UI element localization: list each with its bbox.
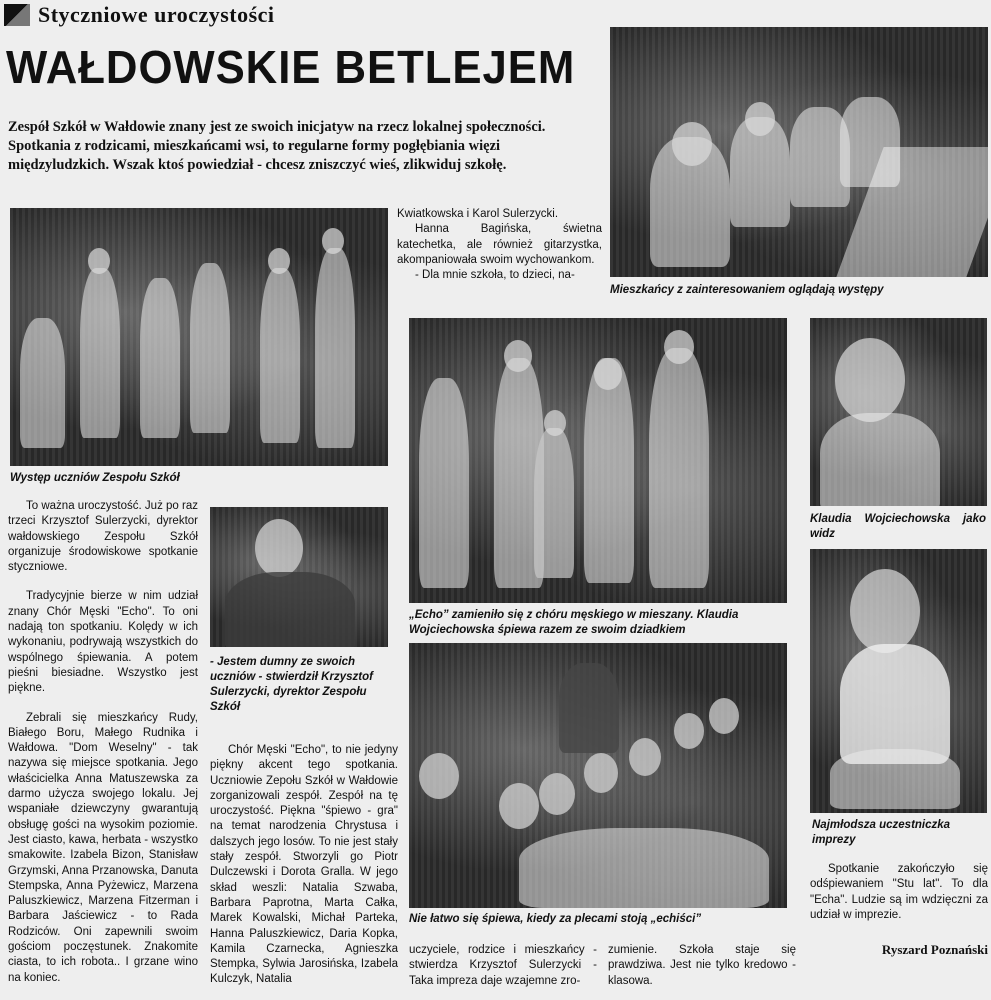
kicker-text: Styczniowe uroczystości [38,2,275,27]
paragraph: Hanna Bagińska, świetna katechetka, ale również gitarzystka, akompaniowała swoim wychowankom. [397,223,602,266]
paragraph: Chór Męski "Echo", to nie jedyny piękny akcent tego spotkania. Uczniowie Zepołu Szkół w Wałdowie zorganizowali zespół. Zespół na tę uroczystość. Piękna "śpiewo - gra" na temat narodzenia Chrystusa i dalszych jego losów. To nie jest stały stały zespół. Stworzyli go Piotr Dulczewski i Dorota Gralla. W jego skład weszli: Natalia Szwaba, Barbara Paprotna, Marta Całka, Marek Kowalski, Michał Parteka, Hanna Paluszkiewicz, Daria Kopka, Kamila Czarnecka, Agnieszka Stempka, Sylwia Jarosińska, Izabela Kulczyk, Natalia [210,744,398,986]
article-lead: Zespół Szkół w Wałdowie znany jest ze swoich inicjatyw na rzecz lokalnej społeczności. Spotkania z rodzicami, mieszkańcami wsi, to regularne formy pogłębiania więzi międzyludzkich. Wszak ktoś powiedział - chcesz zniszczyć wieś, zlikwiduj szkołę. [8,119,546,173]
caption-klaudia: Klaudia Wojciechowska jako widz [810,513,986,540]
caption-youngest: Najmłodsza uczestniczka imprezy [812,819,951,846]
caption-students: Występ uczniów Zespołu Szkół [10,472,180,484]
section-kicker [4,2,275,28]
caption-director: - Jestem dumny ze swoich uczniów - stwierdził Krzysztof Sulerzycki, dyrektor Zespołu Szkół [210,656,373,713]
photo-echisci [409,643,787,908]
author-byline: Ryszard Poznański [881,942,988,957]
paragraph: Tradycyjnie bierze w nim udział znany Chór Męski "Echo". To oni nadają ton spotkaniu. Kolędy w ich wykonaniu, podrywają wszystkich do wspólnego śpiewania. A potem pieśni biesiadne. Wszystko jest piękne. [8,590,198,695]
column-1 [8,499,198,986]
photo-echo-choir [409,318,787,603]
photo-director [210,507,388,647]
photo-youngest [810,549,987,813]
paragraph: Zebrali się mieszkańcy Rudy, Białego Boru, Małego Rudnika i Wałdowa. "Dom Weselny" - tak nazywa się miejsce spotkania. Jego właścicielka Anna Matuszewska za darmo użycza swojego lokalu. Jej wspaniałe dziewczyny gwarantują obsługę gości na wysokim poziomie. Jest ciasto, kawa, herbata - wszystko smakowite. Izabela Bizon, Stanisław Grzymski, Anna Przanowska, Danuta Stempska, Anna Pyżewicz, Marzena Paluszkiewicz, Marzena Fitzerman i Barbara Jaściewicz - to Rada Rodziców. Oni zapewnili swoim gościom poczęstunek. Znakomite ciasta, to ich robota.. I grzane wino na koniec. [8,711,198,984]
article-headline: WAŁDOWSKIE BETLEJEM [6,41,576,93]
column-2 [210,743,398,988]
photo-audience [610,27,988,277]
paragraph: Kwiatkowska i Karol Sulerzycki. [397,208,559,220]
column-3-bottom [409,943,597,989]
paragraph: To ważna uroczystość. Już po raz trzeci Krzysztof Sulerzycki, dyrektor wałdowskiego Zespołu Szkół organizuje środowiskowe spotkanie styczniowe. [8,500,198,574]
paragraph: Spotkanie zakończyło się odśpiewaniem "Stu lat". To dla "Echa". Ludzie są im wdzięczni za udział w imprezie. [810,863,988,921]
kicker-marker-icon [4,4,30,26]
column-3-top [397,207,602,297]
closing-paragraph [810,862,988,923]
paragraph: - Dla mnie szkoła, to dzieci, na- [415,269,575,282]
photo-students-performance [10,208,388,466]
paragraph: zumienie. Szkoła staje się prawdziwa. Jest nie tylko kredowo - klasowa. [608,944,796,987]
caption-echo-choir: „Echo” zamieniło się z chóru męskiego w mieszany. Klaudia Wojciechowska śpiewa razem ze swoim dziadkiem [409,609,739,636]
paragraph: uczyciele, rodzice i mieszkańcy - stwierdza Krzysztof Sulerzycki - Taka impreza daje wzajemne zro- [409,944,597,987]
caption-audience: Mieszkańcy z zainteresowaniem oglądają występy [610,284,884,296]
photo-klaudia [810,318,987,506]
caption-echisci: Nie łatwo się śpiewa, kiedy za plecami stoją „echiści” [409,913,702,925]
column-4-bottom [608,943,796,989]
